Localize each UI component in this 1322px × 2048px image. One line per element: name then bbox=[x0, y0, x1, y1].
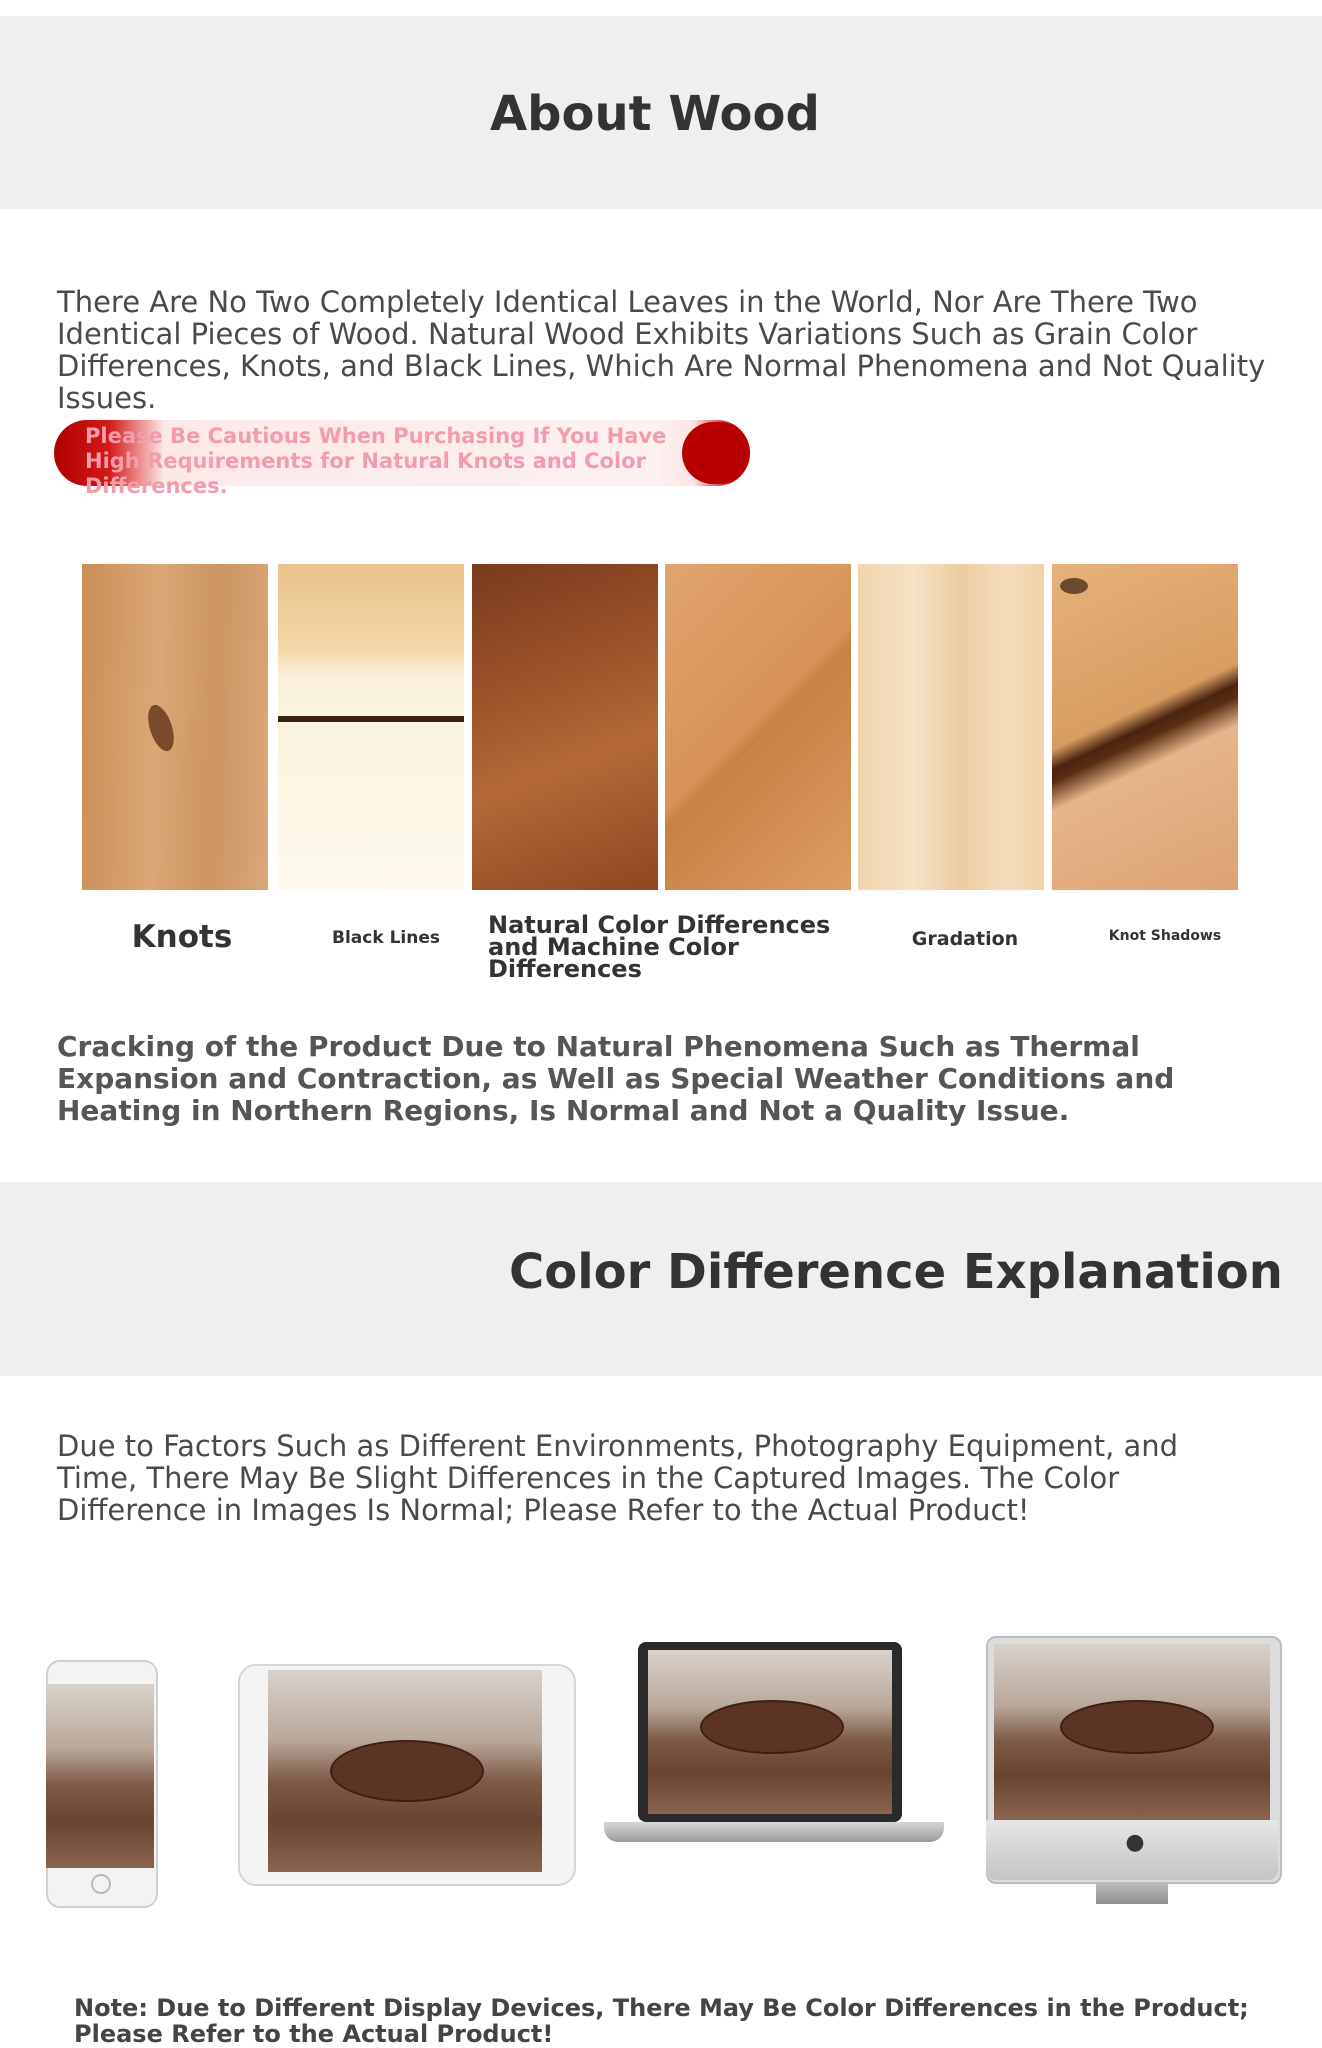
dining-table-image bbox=[1060, 1700, 1214, 1754]
wood-sample-gradation bbox=[858, 564, 1044, 890]
wood-sample-knot-shadows bbox=[1052, 564, 1238, 890]
wood-sample-machine-color bbox=[665, 564, 851, 890]
color-difference-title: Color Difference Explanation bbox=[509, 1244, 1283, 1300]
display-note: Note: Due to Different Display Devices, There May Be Color Differences in the Product; Please Refer to the Actual Product! bbox=[74, 1994, 1249, 2048]
knot-shadow-mark bbox=[1060, 578, 1088, 594]
caption-knot-shadows: Knot Shadows bbox=[1108, 928, 1222, 944]
phone-screen-image bbox=[46, 1684, 154, 1868]
laptop-base bbox=[604, 1822, 944, 1842]
caption-knots: Knots bbox=[131, 919, 233, 955]
home-button-icon bbox=[91, 1874, 111, 1894]
desktop-stand bbox=[1096, 1882, 1168, 1904]
dining-table-image bbox=[700, 1700, 844, 1754]
caution-text: Please Be Cautious When Purchasing If You Have High Requirements for Natural Knots and Color Differences. bbox=[85, 424, 667, 498]
caption-gradation: Gradation bbox=[911, 928, 1019, 950]
about-wood-title: About Wood bbox=[490, 86, 820, 142]
wood-sample-knots bbox=[82, 564, 268, 890]
caption-black-lines: Black Lines bbox=[332, 928, 440, 948]
apple-logo-icon: ● bbox=[1125, 1830, 1145, 1855]
wood-sample-black-lines bbox=[278, 564, 464, 890]
dining-table-image bbox=[330, 1740, 484, 1802]
about-wood-intro: There Are No Two Completely Identical Leaves in the World, Nor Are There Two Identical Pieces of Wood. Natural Wood Exhibits Variations Such as Grain Color Differences, Knots, and Black Lines, Which Are Normal Phenomena and Not Quality Issues. bbox=[57, 285, 1266, 415]
color-difference-intro: Due to Factors Such as Different Environments, Photography Equipment, and Time, There May Be Slight Differences in the Captured Images. The Color Difference in Images Is Normal; Please Refer to the Actual Product! bbox=[57, 1429, 1179, 1527]
cracking-notice: Cracking of the Product Due to Natural Phenomena Such as Thermal Expansion and Contraction, as Well as Special Weather Conditions and Heating in Northern Regions, Is Normal and Not a Quality Issue. bbox=[57, 1030, 1175, 1127]
caption-natural-color: Natural Color Differences and Machine Color Differences bbox=[488, 911, 831, 983]
wood-sample-natural-color bbox=[472, 564, 658, 890]
black-line-mark bbox=[278, 716, 464, 722]
